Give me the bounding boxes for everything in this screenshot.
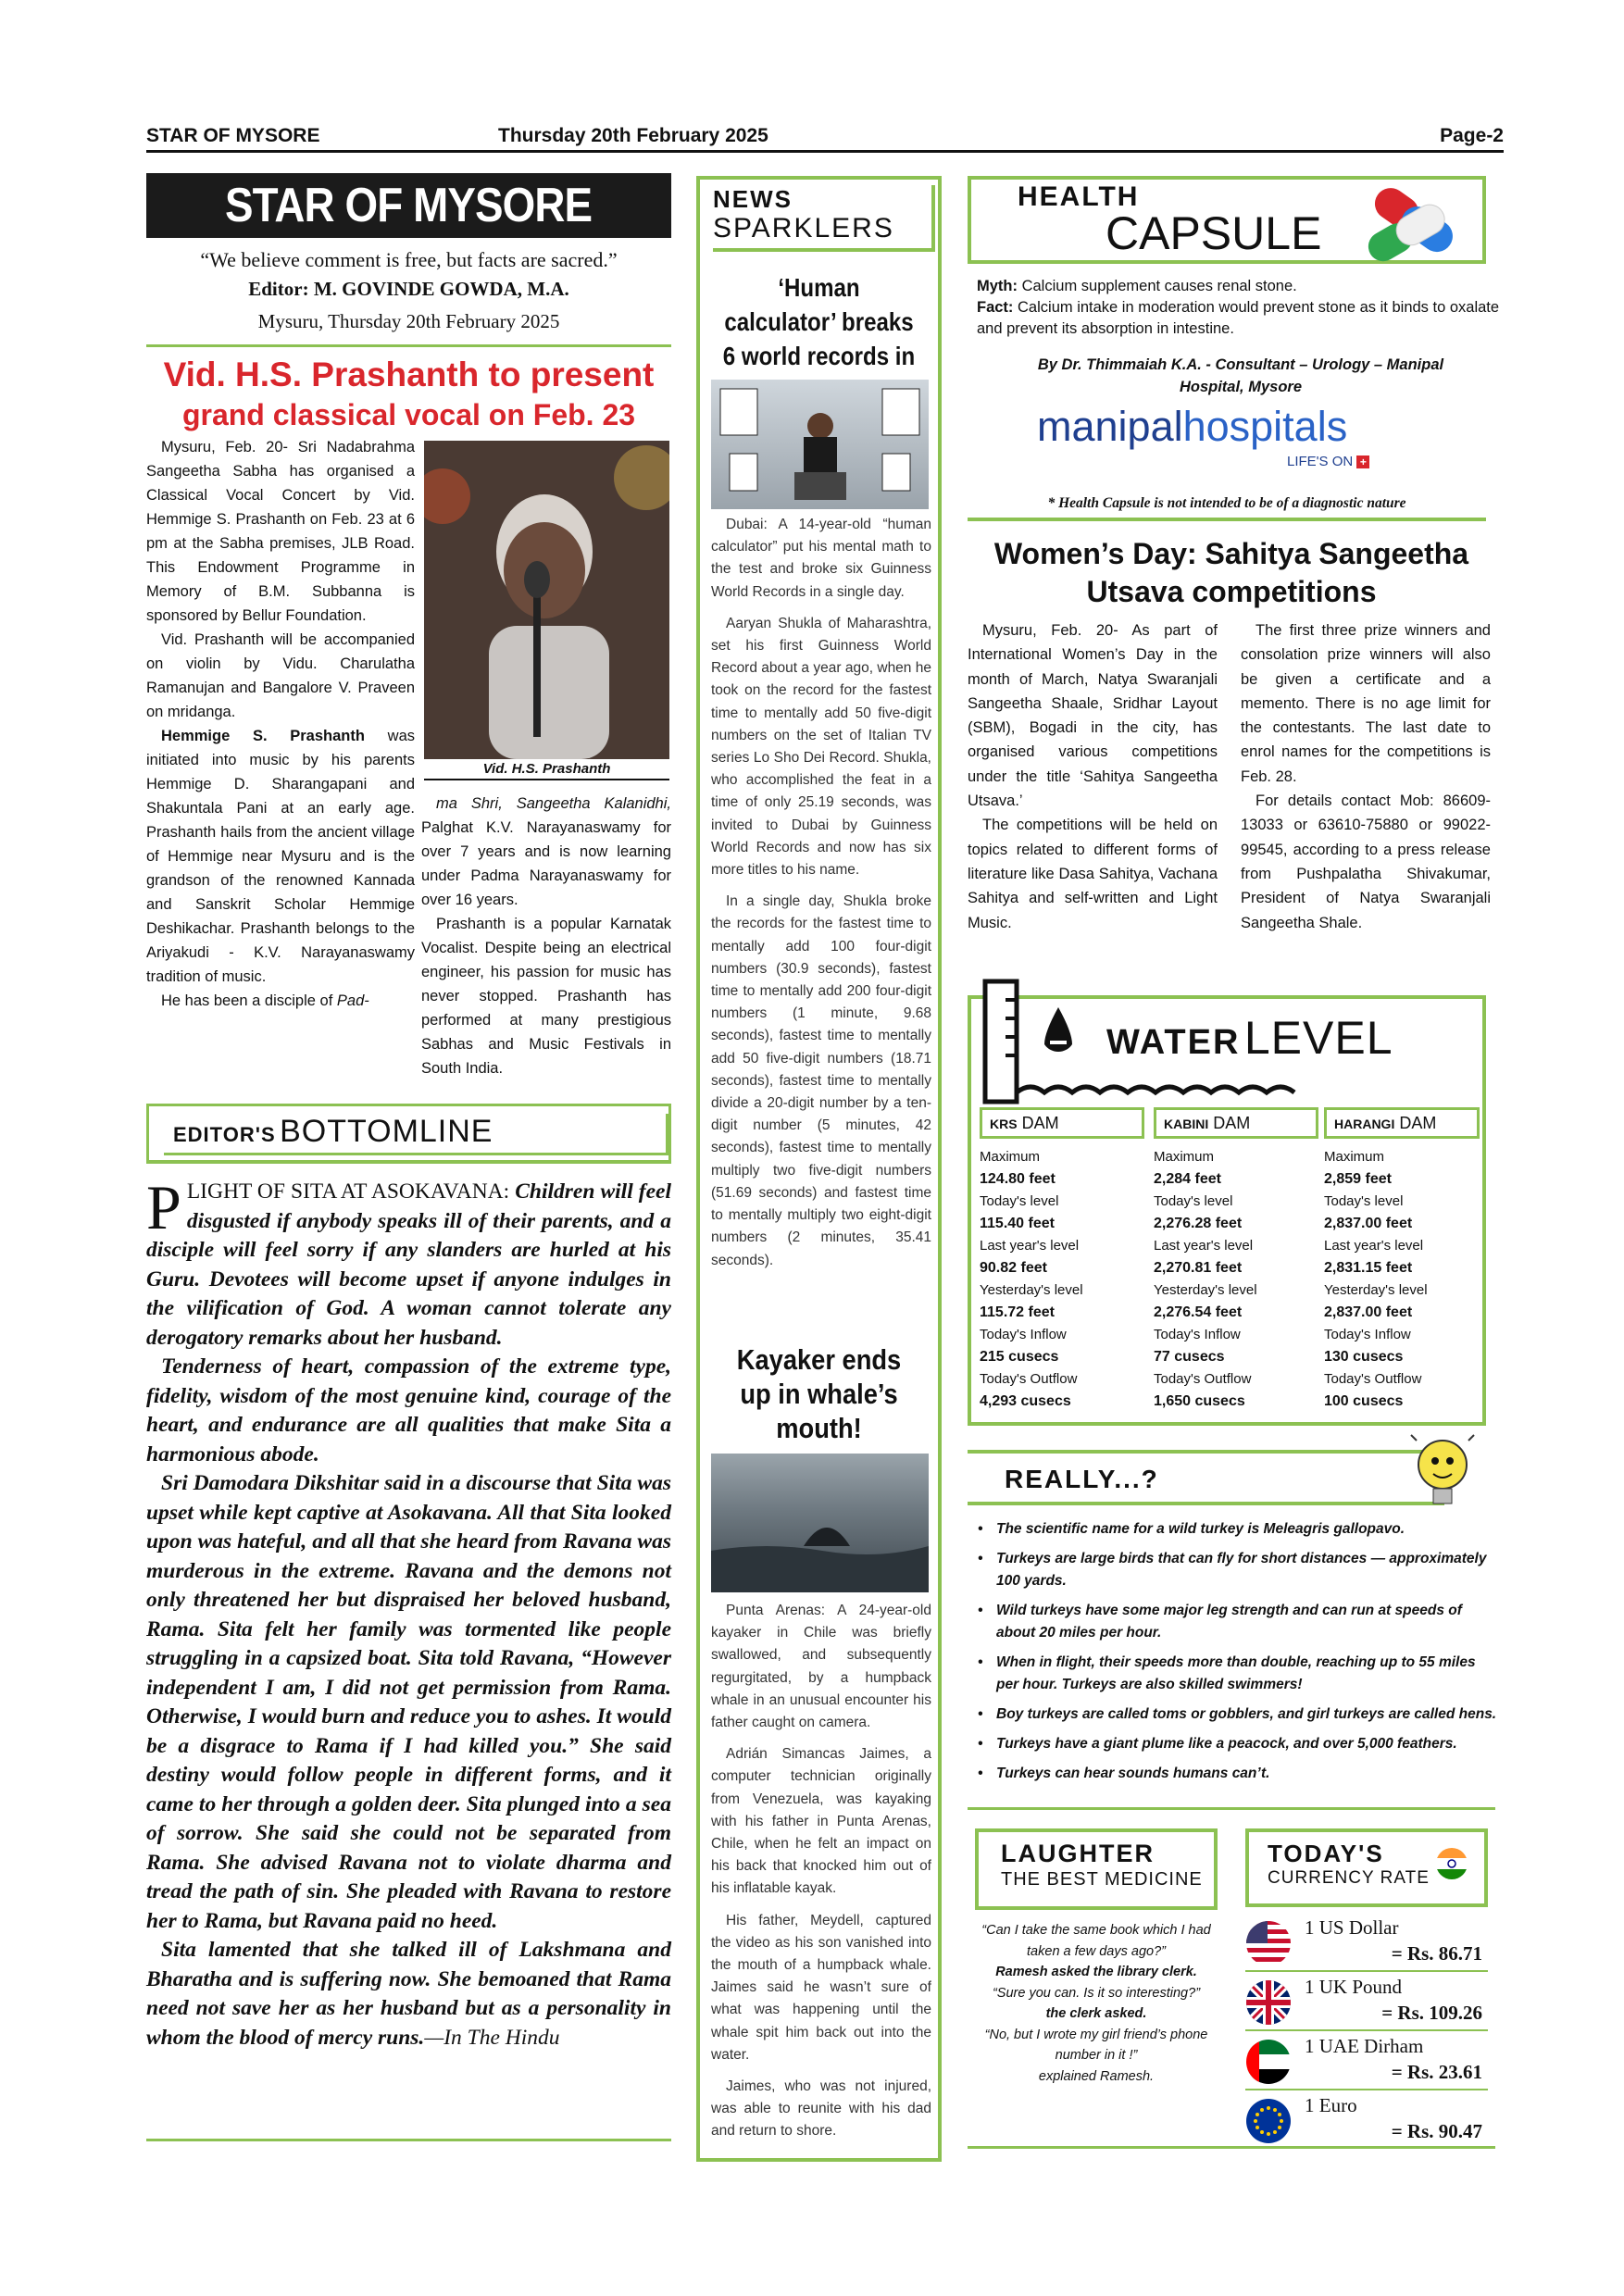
india-flag-icon (1435, 1847, 1468, 1880)
news-h2: Kayaker ends up in whale’s mouth! (736, 1343, 902, 1444)
news-h1: ‘Human calculator’ breaks 6 world records in (722, 273, 916, 370)
currency-row-gbp: 1 UK Pound = Rs. 109.26 (1245, 1974, 1488, 2031)
prashanth-p3: Hemmige S. Prashanth was initiated into music by his parents Hemmige D. Sharangapani and Shakuntala Pani at an early age. Prashanth hails from the ancient village of Hemmige near Mysuru and is the grandson of the renowned Kannada and Sanskrit Scholar Hemmige Deshikachar. Prashanth belongs to the Ariyakudi - K.V. Narayanaswamy tradition of music. (146, 728, 415, 985)
news-p4: Punta Arenas: A 24-year-old kayaker in Chile was briefly swallowed, and subsequently regurgitated, by a humpback whale in an unusual encounter his father caught on camera. (711, 1603, 931, 1731)
really-list (974, 1518, 1497, 1792)
womens-headline: Women’s Day: Sahitya Sangeetha Utsava competitions (993, 537, 1469, 608)
bottomline-p1: PLIGHT OF SITA AT ASOKAVANA: Children will feel disgusted if anybody speaks ill of their parents, and a disciple will feel sorry if any slanders are hurled at his Guru. Devotees will become upset if anyone indulges in the vilification of God. A woman cannot tolerate any derogatory remarks about her husband. (146, 1172, 671, 1350)
womens-p4: For details contact Mob: 86609-13033 or 63610-75880 or 99022-99545, according to a press release from Pushpalatha Shivakumar, President of Natya Swaranjali Sangeetha Shale. (1241, 792, 1491, 931)
list-item: • Turkeys can hear sounds humans can’t. (978, 1766, 1270, 1781)
womens-col1 (968, 618, 1218, 935)
dam-krs (980, 1107, 1144, 1413)
editorial-logo: STAR OF MYSORE (146, 173, 671, 238)
prashanth-c2b: Prashanth is a popular Karnatak Vocalist. Despite being an electrical engineer, his passion for music has never stopped. Prashanth has performed at many prestigious Sabhas and Music Festivals in South India. (421, 916, 671, 1077)
editor-name: Editor: M. GOVINDE GOWDA, M.A. (248, 278, 569, 300)
laughter-label: LAUGHTER THE BEST MEDICINE (975, 1828, 1218, 1910)
rule (968, 2146, 1495, 2149)
currency-row-aed: 1 UAE Dirham = Rs. 23.61 (1245, 2033, 1488, 2090)
bottomline-label (146, 1104, 671, 1164)
bottomline-p2: Tenderness of heart, compassion of the extreme type, fidelity, wisdom of the most genuine kind, courage of the heart, and endurance are all qualities that make Sita a harmonious abode. (146, 1354, 671, 1466)
currency-row-eur: 1 Euro = Rs. 90.47 (1245, 2092, 1488, 2150)
bulb-icon (1407, 1433, 1481, 1516)
us-flag-icon (1245, 1920, 1292, 1966)
list-item: • Turkeys have a giant plume like a peacock, and over 5,000 feathers. (978, 1736, 1457, 1752)
rule (146, 2139, 671, 2141)
dam-label: HARANGI DAM (1324, 1107, 1480, 1139)
masthead-page: Page-2 (1440, 125, 1504, 146)
uae-flag-icon (1245, 2039, 1292, 2085)
rule (968, 1807, 1495, 1810)
masthead-paper: STAR OF MYSORE (146, 125, 320, 146)
manipal-tagline: LIFE'S ON + (1287, 454, 1369, 469)
womens-p1: Mysuru, Feb. 20- As part of International Women’s Day in the month of March, Natya Swaranjali Sangeetha Shaale, Sridhar Layout (SBM), Bogadi in the city, has organised various competitions under the title ‘Sahitya Sangeetha Utsava.’ (968, 622, 1218, 810)
prashanth-col1 (146, 435, 415, 1013)
calculator-illustration (711, 380, 929, 509)
list-item: • Wild turkeys have some major leg strength and can run at speeds of about 20 miles per hour. (978, 1603, 1462, 1641)
news-label: NEWS SPARKLERS (713, 185, 935, 252)
health-label: HEALTH CAPSULE (968, 176, 1486, 264)
health-myth: Myth: Calcium supplement causes renal stone. (977, 278, 1297, 294)
prashanth-caption: Vid. H.S. Prashanth (424, 761, 669, 780)
list-item: • When in flight, their speeds more than double, reaching up to 55 miles per hour. Turkeys are also skilled swimmers! (978, 1654, 1476, 1692)
rule (146, 344, 671, 347)
masthead (146, 123, 1504, 153)
prashanth-photo (424, 441, 669, 759)
uk-flag-icon (1245, 1979, 1292, 2026)
really-label: REALLY...? (968, 1450, 1444, 1505)
list-item: • Turkeys are large birds that can fly for short distances — approximately 100 yards. (978, 1551, 1487, 1589)
prashanth-col2 (421, 792, 671, 1080)
dam-kabini (1154, 1107, 1318, 1413)
masthead-date: Thursday 20th February 2025 (498, 125, 768, 146)
dam-label: KRS DAM (980, 1107, 1144, 1139)
bottomline-body (146, 1172, 671, 2053)
human-calculator-photo (711, 380, 929, 509)
dam-harangi (1324, 1107, 1480, 1413)
news-p3: In a single day, Shukla broke the records for the fastest time to mentally add 100 four-digit numbers (30.9 seconds), fastest time to mentally add 200 four-digit numbers (1 minute, 9.68 seconds), fastest time to mentally add 50 five-digit numbers (18.71 seconds), fastest time to mentally divide a 20-digit number by a ten-digit number (5 minutes, 42 seconds), fastest time to mentally multiply two five-digit numbers (51.69 seconds) and fastest time to mentally multiply two eight-digit numbers (2 minutes, 35.41 seconds). (711, 893, 931, 1268)
dam-rows: Maximum 2,859 feet Today's level 2,837.00 feet Last year's level 2,831.15 feet Yesterday's level 2,837.00 feet Today's Inflow 130 cusecs Today's Outflow 100 cusecs (1324, 1149, 1428, 1409)
currency-label: TODAY'S CURRENCY RATE (1245, 1828, 1488, 1907)
dam-rows: Maximum 124.80 feet Today's level 115.40 feet Last year's level 90.82 feet Yesterday's level 115.72 feet Today's Inflow 215 cusecs Today's Outflow 4,293 cusecs (980, 1149, 1083, 1409)
dam-label: KABINI DAM (1154, 1107, 1318, 1139)
womens-p3: The first three prize winners and consolation prize winners will also be given a certificate and a memento. There is no age limit for the contestants. The last date to enrol names for the competitions is Feb. 28. (1241, 622, 1491, 785)
bottomline-p3: Sri Damodara Dikshitar said in a discourse that Sita was upset while kept captive at Asokavana. All that Sita looked upon was hateful, and all that she heard from Ravana was murderous in the extreme. Ravana and the demons not only threatened her but dispraised her beloved husband, Rama. Sita felt her family was tormented like people struggling in a capsized boat. Sita told Ravana, “However independent I am, I did not get permission from Rama. Otherwise, I would burn and reduce you to ashes. It would be a disgrace to Rama if I had killed you.” She said destiny would follow people in different forms, and it came to her through a golden deer. Sita plunged into a sea of sorrow. She said she could not be separated from Rama. She advised Ravana not to violate dharma and tread the path of sin. She pleaded with Ravana to restore her to Rama, but Ravana paid no heed. (146, 1471, 671, 1933)
currency-row-usd: 1 US Dollar = Rs. 86.71 (1245, 1915, 1488, 1972)
news-p2: Aaryan Shukla of Maharashtra, set his first Guinness World Record about a year ago, when he took on the record for the fastest time to mentally add 50 five-digit numbers on the set of Italian TV series Lo Sho Dei Record. Shukla, who accomplished the feat in a time of only 25.19 seconds, was invited to Dubai by Guinness World Records and now has six more titles to his name. (711, 615, 931, 879)
womens-col2 (1241, 618, 1491, 935)
list-item: • Boy turkeys are called toms or gobblers, and girl turkeys are called hens. (978, 1706, 1497, 1722)
editorial-motto: “We believe comment is free, but facts are sacred.” (200, 248, 618, 271)
news-p5: Adrián Simancas Jaimes, a computer technician originally from Venezuela, was kayaking with his father in Punta Arenas, Chile, when he felt an impact on his back that knocked him out of his inflatable kayak. (711, 1746, 931, 1897)
singer-illustration (424, 441, 669, 759)
prashanth-p2: Vid. Prashanth will be accompanied on violin by Vidu. Charulatha Ramanujan and Bangalore V. Praveen on mridanga. (146, 631, 415, 720)
list-item: • The scientific name for a wild turkey is Meleagris gallopavo. (978, 1521, 1405, 1537)
prashanth-p4: He has been a disciple of Pad- (161, 992, 369, 1009)
whale-photo (711, 1454, 929, 1592)
water-title: WATER LEVEL (1106, 1012, 1393, 1064)
editorial-dateline: Mysuru, Thursday 20th February 2025 (257, 310, 560, 332)
news-p1: Dubai: A 14-year-old “human calculator” put his mental math to the test and broke six Guinness World Records in a single day. (711, 517, 931, 600)
manipal-logo: manipalhospitals (1037, 403, 1348, 450)
bottomline-p4: Sita lamented that she talked ill of Lakshmana and Bharatha and is suffering now. She bemoaned that Rama need not save her as her husband but as a personality in whom the blood of mercy runs.—In The Hindu (146, 1938, 671, 2050)
dam-rows: Maximum 2,284 feet Today's level 2,276.28 feet Last year's level 2,270.81 feet Yesterday's level 2,276.54 feet Today's Inflow 77 cusecs Today's Outflow 1,650 cusecs (1154, 1149, 1257, 1409)
capsule-icon (1351, 180, 1480, 263)
news-body2 (711, 1600, 931, 2143)
eu-flag-icon (1245, 2098, 1292, 2144)
laughter-body: “Can I take the same book which I had taken a few days ago?” Ramesh asked the library clerk. “Sure you can. Is it so interesting?” the clerk asked. “No, but I wrote my girl friend’s phone number in it !” explained Ramesh. (981, 1923, 1211, 2084)
health-fact: Fact: Calcium intake in moderation would prevent stone as it binds to oxalate and prevent its absorption in intestine. (977, 299, 1500, 337)
news-body1 (711, 514, 931, 1272)
prashanth-p1: Mysuru, Feb. 20- Sri Nadabrahma Sangeetha Sabha has organised a Classical Vocal Concert by Vid. Hemmige S. Prashanth on Feb. 23 at 6 pm at the Sabha premises, JLB Road. This Endowment Programme in Memory of B.M. Subbanna is sponsored by Bellur Foundation. (146, 439, 415, 624)
health-disclaimer: * Health Capsule is not intended to be of a diagnostic nature (968, 495, 1486, 521)
health-byline: By Dr. Thimmaiah K.A. - Consultant – Urology – Manipal Hospital, Mysore (1037, 356, 1444, 395)
whale-illustration (711, 1454, 929, 1592)
plus-icon: + (1356, 455, 1369, 468)
prashanth-c2a: ma Shri, Sangeetha Kalanidhi, Palghat K.V. Narayanaswamy for over 7 years and is now learning under Padma Narayanaswamy for over 16 years. (421, 795, 671, 908)
news-p6: His father, Meydell, captured the video as his son vanished into the mouth of a humpback whale. Jaimes said he wasn’t sure of what was happening until the whale spit him back out into the water. (711, 1912, 931, 2063)
bottomline-label-inner: EDITOR'S BOTTOMLINE (164, 1114, 668, 1155)
news-p7: Jaimes, who was not injured, was able to reunite with his dad and return to shore. (711, 2078, 931, 2140)
health-body (977, 276, 1500, 340)
prashanth-headline: Vid. H.S. Prashanth to present grand classical vocal on Feb. 23 (163, 356, 655, 431)
womens-p2: The competitions will be held on topics related to different forms of literature like Dasa Sahitya, Vachana Sahitya and self-written and Light Music. (968, 817, 1218, 931)
